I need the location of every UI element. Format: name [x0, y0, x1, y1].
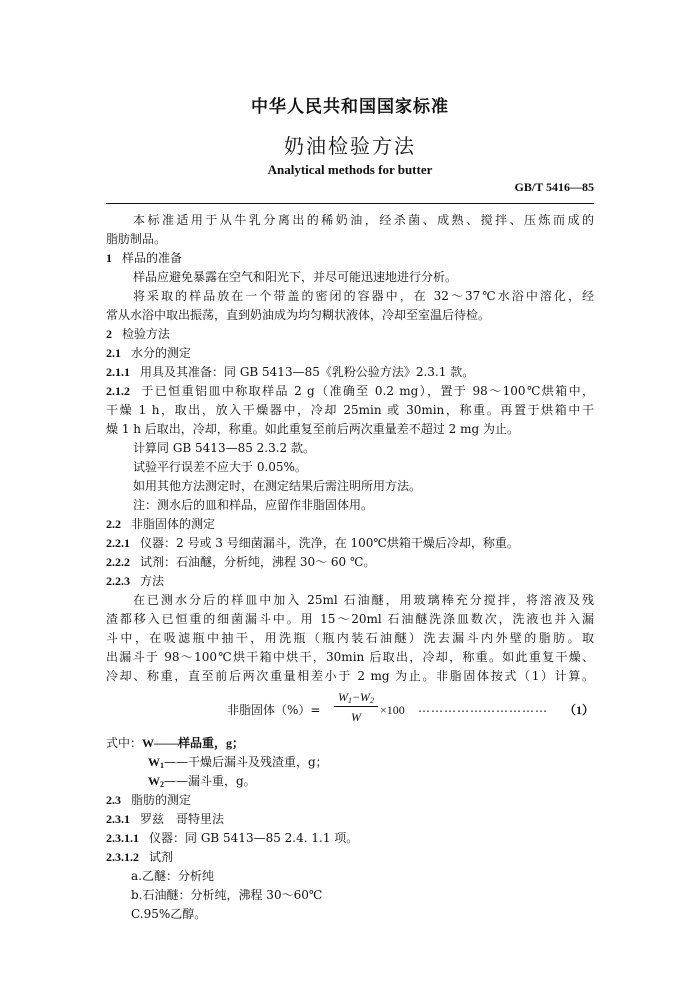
variable-text: ——干燥后漏斗及残渣重，g；: [164, 755, 328, 769]
document-body: [106, 211, 594, 924]
formula-denominator: W: [351, 710, 361, 724]
section-number: 2.3: [106, 793, 121, 807]
section-title: 水分的测定: [131, 346, 192, 360]
formula-multiplier: ×100: [380, 703, 405, 717]
variable-text: ——漏斗重，g。: [164, 774, 256, 788]
paragraph: 如用其他方法测定时，在测定结果后需注明所用方法。: [133, 479, 422, 493]
section-heading: [106, 325, 594, 344]
variable-definition: [106, 753, 594, 772]
clause-title: 试剂: [149, 850, 174, 864]
formula-numerator: [334, 688, 378, 707]
section-title: 脂肪的测定: [131, 793, 192, 807]
paragraph: 试验平行误差不应大于 0.05%。: [133, 460, 307, 474]
subsection-heading: [106, 515, 594, 534]
minus-sign: −: [351, 690, 361, 704]
section-title: 非脂固体的测定: [131, 517, 216, 531]
clause: [106, 363, 594, 382]
clause: [106, 810, 594, 829]
clause-title: 方法: [140, 574, 165, 588]
section-heading: [106, 249, 594, 268]
subscript: 2: [160, 780, 164, 789]
clause-text: 仪器：2 号或 3 号细菌漏斗，洗净，在 100℃烘箱干燥后冷却，称重。: [140, 536, 519, 550]
standard-number: GB/T 5416—85: [514, 180, 594, 194]
clause-text: 于已恒重铝皿中称取样品 2 g（准确至 0.2 mg），置于 98～100℃烘箱中，: [140, 384, 594, 398]
symbol-w1: W: [337, 690, 348, 704]
formula-label: 非脂固体（%）=: [227, 703, 321, 717]
clause: [106, 534, 594, 553]
list-item: b.石油醚：分析纯，沸程 30～60℃: [131, 888, 323, 902]
paragraph-line: 冷却、称重，直至前后两次重量相差小于 2 mg 为止。非脂固体按式（1）计算。: [106, 669, 594, 683]
subsection-heading: [106, 791, 594, 810]
clause-line: 干燥 1 h，取出，放入干燥器中，冷却 25min 或 30min，称重。再置于烘箱中干: [106, 403, 594, 417]
paragraph-line: 在已测水分后的样皿中加入 25ml 石油醚，用玻璃棒充分搅拌，将溶液及残: [133, 593, 594, 607]
clause-number: 2.3.1.1: [106, 831, 139, 845]
formula-fraction: [334, 688, 378, 725]
list-item: a.乙醚：分析纯: [131, 869, 214, 883]
paragraph: 样品应避免暴露在空气和阳光下，并尽可能迅速地进行分析。: [133, 270, 458, 284]
section-number: 2: [106, 327, 112, 341]
clause: [106, 572, 594, 591]
clause-number: 2.2.1: [106, 536, 130, 550]
document-title: 奶油检验方法: [284, 134, 416, 158]
clause-text: 仪器：同 GB 5413—85 2.4. 1.1 项。: [149, 831, 359, 845]
clause-text: 试剂：石油醚，分析纯，沸程 30～ 60 ℃。: [140, 555, 376, 569]
section-title: 检验方法: [122, 327, 171, 341]
variable-symbol: W: [148, 774, 160, 788]
clause-number: 2.3.1: [106, 812, 130, 826]
subscript: 2: [370, 696, 375, 705]
section-title: 样品的准备: [122, 251, 183, 265]
subscript: 1: [160, 761, 164, 770]
clause: [106, 382, 594, 401]
formula-1: [106, 688, 594, 734]
clause-number: 2.1.1: [106, 365, 130, 379]
document-title-english: Analytical methods for butter: [267, 162, 433, 177]
variable-definition: [106, 734, 594, 753]
issuing-authority: 中华人民共和国国家标准: [251, 97, 449, 117]
paragraph: 计算同 GB 5413—85 2.3.2 款。: [133, 441, 316, 455]
section-number: 2.2: [106, 517, 121, 531]
paragraph-line: 出漏斗于 98～100℃烘干箱中烘干，30min 后取出，冷却，称重。如此重复干燥、: [106, 650, 594, 664]
where-lead: 式中：: [106, 736, 143, 750]
clause: [106, 829, 594, 848]
formula-number: （1）: [563, 703, 594, 717]
clause-number: 2.1.2: [106, 384, 130, 398]
clause-title: 罗兹 哥特里法: [140, 812, 225, 826]
clause-number: 2.2.2: [106, 555, 130, 569]
clause-number: 2.3.1.2: [106, 850, 139, 864]
list-item: C.95%乙醇。: [131, 907, 207, 921]
section-number: 2.1: [106, 346, 121, 360]
clause: [106, 553, 594, 572]
section-number: 1: [106, 251, 112, 265]
clause-text: 用具及其准备：同 GB 5413—85《乳粉公验方法》2.3.1 款。: [140, 365, 475, 379]
paragraph-line: 将采取的样品放在一个带盖的密闭的容器中，在 32～37℃水浴中溶化，经: [133, 289, 594, 303]
header-divider: [106, 203, 594, 204]
subsection-heading: [106, 344, 594, 363]
paragraph-line: 斗中，在吸滤瓶中抽干，用洗瓶（瓶内装石油醚）洗去漏斗内外壁的脂肪。取: [106, 631, 594, 645]
clause-number: 2.2.3: [106, 574, 130, 588]
intro-line: 脂肪制品。: [106, 232, 167, 246]
variable-symbol: W: [148, 755, 160, 769]
clause-line: 燥 1 h 后取出，冷却，称重。如此重复至前后两次重量差不超过 2 mg 为止。: [106, 422, 519, 436]
paragraph-line: 渣都移入已恒重的细菌漏斗中。用 15～20ml 石油醚洗涤皿数次，洗液也并入漏: [106, 612, 594, 626]
symbol-w2: W: [360, 690, 371, 704]
subscript: 1: [347, 696, 352, 705]
variable-w: W——样品重，g；: [142, 736, 245, 750]
clause: [106, 848, 594, 867]
formula-leader-dots: …………………………: [418, 701, 548, 715]
note: 注：测水后的皿和样品，应留作非脂固体用。: [133, 498, 374, 512]
variable-definition: [106, 772, 594, 791]
intro-line: 本标准适用于从牛乳分离出的稀奶油，经杀菌、成熟、搅拌、压炼而成的: [133, 213, 594, 227]
paragraph-line: 常从水浴中取出振荡，直到奶油成为均匀糊状液体，冷却至室温后待检。: [106, 308, 491, 322]
